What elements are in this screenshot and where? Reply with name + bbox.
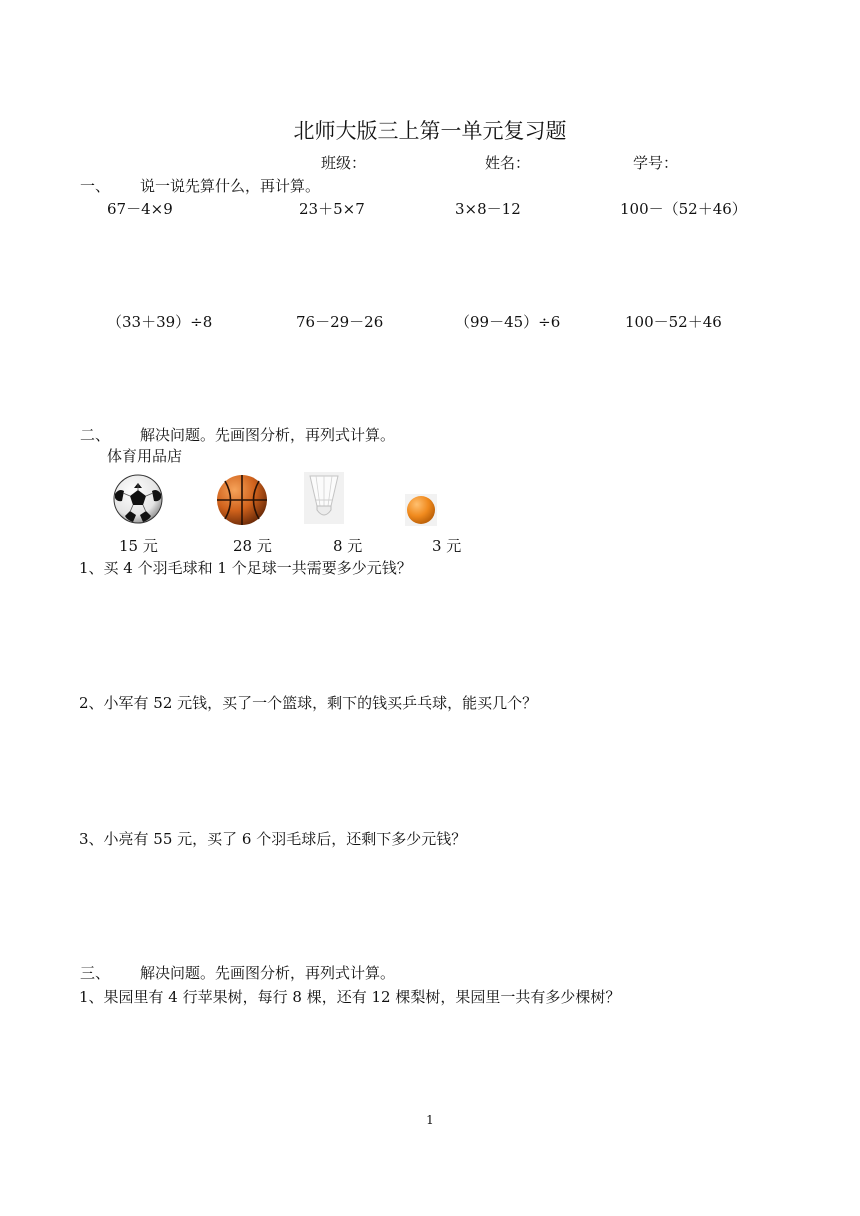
name-label: 姓名：: [485, 154, 531, 172]
ping-pong-ball-icon: [405, 494, 437, 526]
store-name: 体育用品店: [107, 447, 183, 465]
expression: 100－（52＋46）: [620, 200, 747, 218]
section-2-instruction: 解决问题。先画图分析，再列式计算。: [140, 426, 396, 444]
price-label: 28 元: [233, 537, 272, 555]
section-1-number: 一、: [80, 177, 111, 195]
page-number: 1: [426, 1113, 434, 1127]
price-label: 3 元: [432, 537, 462, 555]
price-label: 15 元: [119, 537, 158, 555]
shuttlecock-icon: [304, 472, 344, 524]
section-3-instruction: 解决问题。先画图分析，再列式计算。: [140, 964, 396, 982]
student-id-label: 学号：: [633, 154, 679, 172]
question: 1、买 4 个羽毛球和 1 个足球一共需要多少元钱？: [79, 559, 412, 577]
soccer-ball-icon: [113, 474, 163, 524]
expression: 3×8－12: [455, 200, 521, 218]
expression: （33＋39）÷8: [107, 313, 213, 331]
expression: 67－4×9: [107, 200, 173, 218]
basketball-icon: [216, 474, 268, 526]
class-label: 班级：: [321, 154, 367, 172]
question: 1、果园里有 4 行苹果树，每行 8 棵，还有 12 棵梨树，果园里一共有多少棵树？: [79, 988, 621, 1006]
expression: 76－29－26: [296, 313, 384, 331]
expression: 100－52＋46: [625, 313, 722, 331]
expression: 23＋5×7: [299, 200, 365, 218]
section-3-number: 三、: [80, 964, 111, 982]
section-1-instruction: 说一说先算什么，再计算。: [140, 177, 321, 195]
price-label: 8 元: [333, 537, 363, 555]
question: 2、小军有 52 元钱，买了一个篮球，剩下的钱买乒乓球，能买几个？: [79, 694, 538, 712]
expression: （99－45）÷6: [455, 313, 561, 331]
section-2-number: 二、: [80, 426, 111, 444]
question: 3、小亮有 55 元，买了 6 个羽毛球后，还剩下多少元钱？: [79, 830, 467, 848]
page-title: 北师大版三上第一单元复习题: [293, 119, 567, 143]
